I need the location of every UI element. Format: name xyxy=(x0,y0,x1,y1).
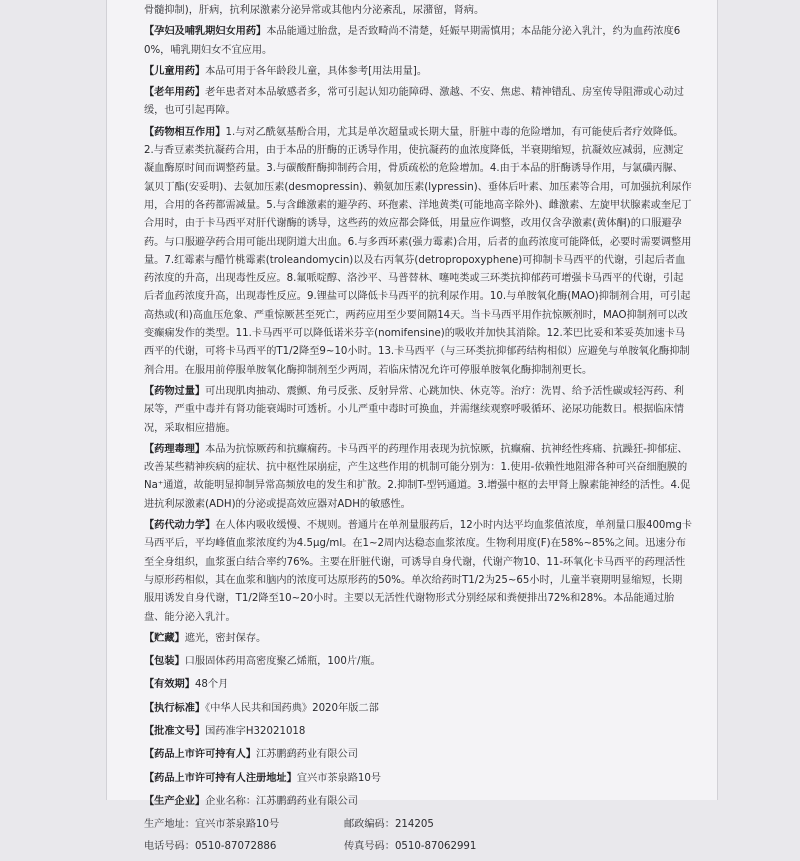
production-address: 生产地址：宜兴市茶泉路10号 xyxy=(144,819,280,831)
section-pharmacology: 【药理毒理】本品为抗惊厥药和抗癫痫药。卡马西平的药理作用表现为抗惊厥，抗癫痫、抗神经性疼痛、抗躁狂-抑郁症、改善某些精神疾病的症状、抗中枢性尿崩症，产生这些作用的机制可能分别为：1.使用-依赖性地阻滞各种可兴奋细胞膜的Na⁺通道，故能明显抑制异常高频放电的发生和扩散。2.抑制T-型钙通道。3.增强中枢的去甲肾上腺素能神经的活性。4.促进抗利尿激素(ADH)的分泌或提高效应器对ADH的敏感性。 xyxy=(144,443,691,510)
drug-leaflet-content xyxy=(144,2,692,861)
section-approval-number: 【批准文号】国药准字H32021018 xyxy=(144,725,306,737)
section-manufacturer: 【生产企业】企业名称：江苏鹏鹞药业有限公司 xyxy=(144,795,358,807)
section-contraindications-tail: 骨髓抑制)，肝病，抗利尿激素分泌异常或其他内分泌紊乱，尿潴留，肾病。 xyxy=(144,5,485,16)
section-package: 【包装】口服固体药用高密度聚乙烯瓶，100片/瓶。 xyxy=(144,656,381,668)
section-standard: 【执行标准】《中华人民共和国药典》2020年版二部 xyxy=(144,702,379,714)
section-license-holder: 【药品上市许可持有人】江苏鹏鹞药业有限公司 xyxy=(144,749,358,761)
manufacturer-contact xyxy=(144,816,692,857)
section-holder-address: 【药品上市许可持有人注册地址】宜兴市茶泉路10号 xyxy=(144,772,382,784)
section-interactions: 【药物相互作用】1.与对乙酰氨基酚合用，尤其是单次超量或长期大量，肝脏中毒的危险增加，有可能使后者疗效降低。2.与香豆素类抗凝药合用，由于本品的肝酶的正诱导作用，使抗凝药的血浓度降低，半衰期缩短，抗凝效应减弱，应测定凝血酶原时间而调整药量。3.与碳酸酐酶抑制药合用，骨质疏松的危险增加。4.由于本品的肝酶诱导作用，与氯磺丙脲、氯贝丁酯(安妥明)、去氨加压素(desmopressin)、赖氨加压素(lypressin)、垂体后叶素、加压素等合用，可加强抗利尿作用，合用的各药都需减量。5.与含雌激素的避孕药、环孢素、洋地黄类(可能地高辛除外)、雌激素、左旋甲状腺素或奎尼丁合用时，由于卡马西平对肝代谢酶的诱导，这些药的效应都会降低，用量应作调整，改用仅含孕激素(黄体酮)的口服避孕药。与口服避孕药合用可能出现阴道大出血。6.与多西环素(强力霉素)合用，后者的血药浓度可能降低，必要时需要调整用量。7.红霉素与醋竹桃霉素(troleandomycin)以及右丙氧芬(detropropoxyphene)可抑制卡马西平的代谢，引起后者血药浓度的升高，出现毒性反应。8.氟哌啶醇、洛沙平、马普替林、噻吨类或三环类抗抑郁药可增强卡马西平的代谢，引起后者血药浓度升高，出现毒性反应。9.锂盐可以降低卡马西平的抗利尿作用。10.与单胺氧化酶(MAO)抑制剂合用，可引起高热或(和)高血压危象、严重惊厥甚至死亡，两药应用至少要间隔14天。当卡马西平用作抗惊厥剂时，MAO抑制剂可以改变癫痫发作的类型。11.卡马西平可以降低诺米芬辛(nomifensine)的吸收并加快其消除。12.苯巴比妥和苯妥英加速卡马西平的代谢，可将卡马西平的T1/2降至9~10小时。13.卡马西平（与三环类抗抑郁药结构相似）应避免与单胺氧化酶抑制剂合用。在服用前停服单胺氧化酶抑制剂至少两周，若临床情况允许可停服单胺氧化酶抑制剂更长。 xyxy=(144,126,692,376)
postcode: 邮政编码：214205 xyxy=(344,819,434,831)
fax-number: 传真号码：0510-87062991 xyxy=(344,841,477,853)
section-overdose: 【药物过量】可出现肌肉抽动、震颤、角弓反张、反射异常、心跳加快、休克等。治疗：洗胃、给予活性碳或轻泻药、利尿等，严重中毒并有肾功能衰竭时可透析。小儿严重中毒时可换血，并需继续观察呼吸循环、泌尿功能数日。根据临床情况，采取相应措施。 xyxy=(144,385,684,434)
section-pregnancy: 【孕妇及哺乳期妇女用药】本品能通过胎盘，是否致畸尚不清楚，妊娠早期需慎用；本品能分泌入乳汁，约为血药浓度60%，哺乳期妇女不宜应用。 xyxy=(144,26,681,56)
address-row xyxy=(144,816,692,834)
section-storage: 【贮藏】遮光，密封保存。 xyxy=(144,632,267,644)
phone-row xyxy=(144,838,692,856)
phone-number: 电话号码：0510-87072886 xyxy=(144,841,277,853)
section-children: 【儿童用药】本品可用于各年龄段儿童，具体参考[用法用量]。 xyxy=(144,65,428,77)
section-elderly: 【老年用药】老年患者对本品敏感者多，常可引起认知功能障碍、激越、不安、焦虑、精神错乱、房室传导阻滞或心动过缓，也可引起再障。 xyxy=(144,87,684,117)
section-pharmacokinetics: 【药代动力学】在人体内吸收缓慢、不规则。普通片在单剂量服药后，12小时内达平均血浆值浓度，单剂量口服400mg卡马西平后，平均峰值血浆浓度约为4.5μg/ml。在1~2周内达稳态血浆浓度。生物利用度(F)在58%~85%之间。迅速分布至全身组织，血浆蛋白结合率约76%。主要在肝脏代谢，可诱导自身代谢，代谢产物10、11-环氧化卡马西平的药理活性与原形药相似，其在血浆和脑内的浓度可达原形药的50%。单次给药时T1/2为25~65小时，儿童半衰期明显缩短，长期服用诱发自身代谢，T1/2降至10~20小时。主要以无活性代谢物形式分别经尿和粪便排出72%和28%。本品能通过胎盘、能分泌入乳汁。 xyxy=(144,520,692,623)
section-validity: 【有效期】48个月 xyxy=(144,679,229,691)
